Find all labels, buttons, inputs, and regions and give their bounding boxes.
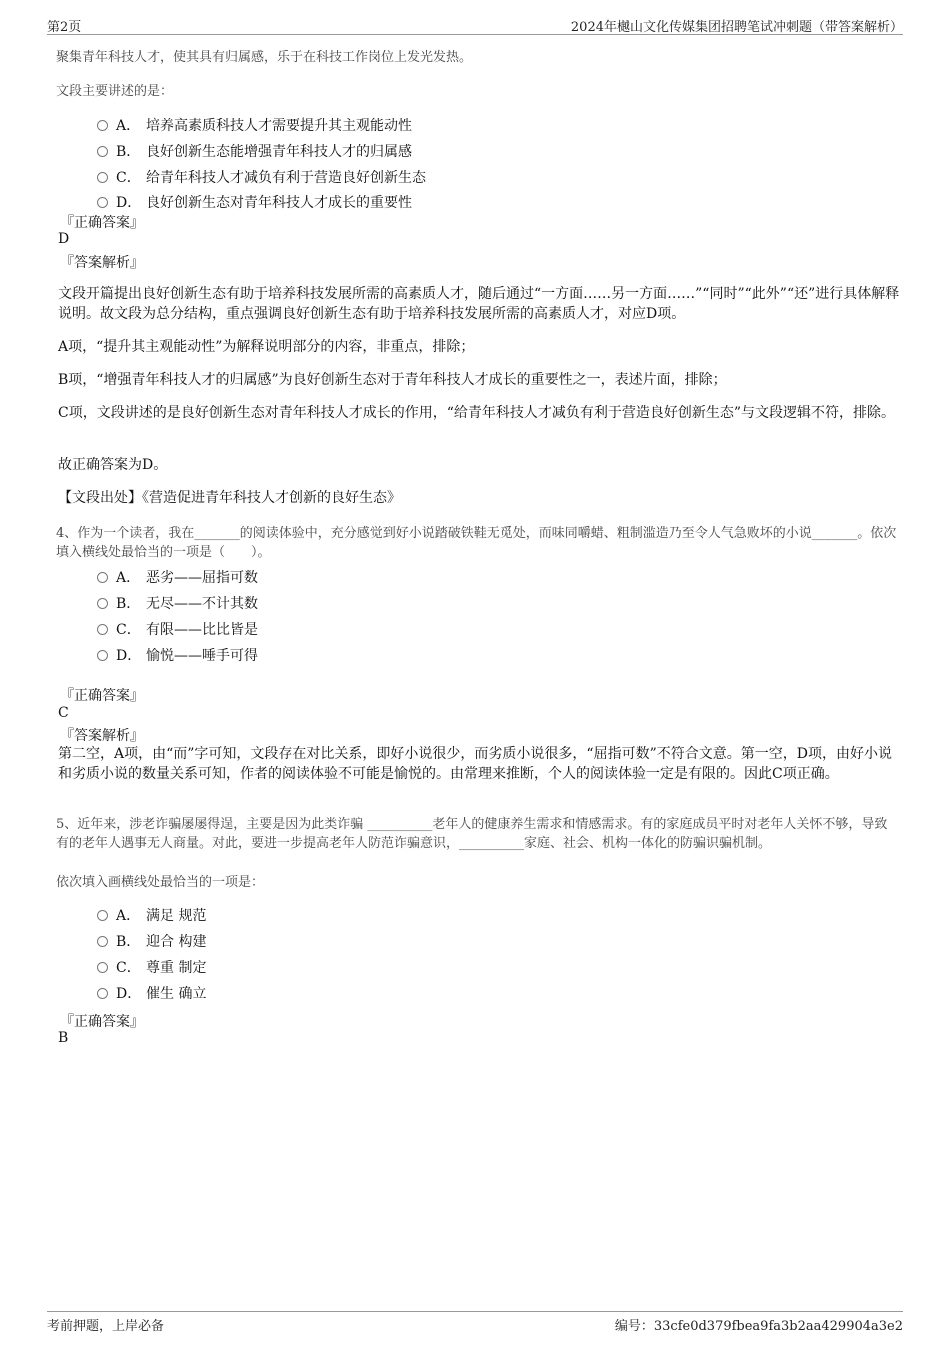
q3-analysis-paragraph: B项，“增强青年科技人才的归属感”为良好创新生态对于青年科技人才成长的重要性之一，表述片面，排除； [58,372,727,388]
radio-icon[interactable] [97,172,108,183]
radio-icon[interactable] [97,988,108,999]
q5-option-d[interactable]: D． 催生 确立 [97,983,206,1003]
q4-analysis: 第二空，A项，由“而”字可知，文段存在对比关系，即好小说很少，而劣质小说很多，“屈指可数”不符合文意。第一空，D项，由好小说和劣质小说的数量关系可知，作者的阅读体验不可能是愉悦的。由常理来推断，个人的阅读体验一定是有限的。因此C项正确。 [58,746,892,782]
q3-option-c[interactable]: C． 给青年科技人才减负有利于营造良好创新生态 [97,167,426,187]
q3-answer: D [58,231,70,247]
q3-prompt: 文段主要讲述的是： [56,84,174,99]
q3-analysis-paragraph: C项，文段讲述的是良好创新生态对青年科技人才成长的作用，“给青年科技人才减负有利于营造良好创新生态”与文段逻辑不符，排除。 [58,405,896,421]
q4-option-d[interactable]: D． 愉悦——唾手可得 [97,645,258,665]
q5-stem: 5、近年来，涉老诈骗屡屡得逞，主要是因为此类诈骗 __________老年人的健康养生需求和情感需求。有的家庭成员平时对老年人关怀不够，导致有的老年人遇事无人商量。对此，要进一步提高老年人防范诈骗意识，__________家庭、社会、机构一体化的防骗识骗机制。 [56,817,888,851]
q5-option-b[interactable]: B． 迎合 构建 [97,931,206,951]
document-id: 编号：33cfe0d379fbea9fa3b2aa429904a3e2 [614,1319,903,1334]
footer-slogan: 考前押题，上岸必备 [47,1319,165,1334]
q3-option-b[interactable]: B． 良好创新生态能增强青年科技人才的归属感 [97,141,412,161]
q4-option-b[interactable]: B． 无尽——不计其数 [97,593,258,613]
document-title: 2024年樾山文化传媒集团招聘笔试冲刺题（带答案解析） [570,20,903,35]
q4-option-c[interactable]: C． 有限——比比皆是 [97,619,258,639]
q3-analysis-paragraph: A项，“提升其主观能动性”为解释说明部分的内容，非重点，排除； [58,339,475,355]
radio-icon[interactable] [97,936,108,947]
radio-icon[interactable] [97,650,108,661]
radio-icon[interactable] [97,962,108,973]
q3-answer-label: 『正确答案』 [60,215,144,231]
q4-stem: 4、作为一个读者，我在_______的阅读体验中，充分感觉到好小说踏破铁鞋无觅处，而味同嚼蜡、粗制滥造乃至令人气急败坏的小说_______。依次填入横线处最恰当的一项是（ ）。 [56,526,897,560]
radio-icon[interactable] [97,197,108,208]
q4-analysis-label: 『答案解析』 [60,728,144,744]
radio-icon[interactable] [97,598,108,609]
q4-answer-label: 『正确答案』 [60,688,144,704]
q5-option-a[interactable]: A． 满足 规范 [97,905,206,925]
q3-analysis-paragraph: 文段开篇提出良好创新生态有助于培养科技发展所需的高素质人才，随后通过“一方面……另一方面……”“同时”“此外”“还”进行具体解释说明。故文段为总分结构，重点强调良好创新生态有助于培养科技发展所需的高素质人才，对应D项。 [58,286,900,322]
q3-option-a[interactable]: A． 培养高素质科技人才需要提升其主观能动性 [97,115,412,135]
q5-answer-label: 『正确答案』 [60,1014,144,1030]
page-footer [47,1311,903,1336]
page-number: 第2页 [47,20,82,35]
q5-option-c[interactable]: C． 尊重 制定 [97,957,206,977]
radio-icon[interactable] [97,146,108,157]
q3-intro-tail: 聚集青年科技人才，使其具有归属感，乐于在科技工作岗位上发光发热。 [56,50,473,65]
q3-analysis-label: 『答案解析』 [60,255,144,271]
q4-answer: C [58,705,69,721]
radio-icon[interactable] [97,120,108,131]
radio-icon[interactable] [97,572,108,583]
page-header [47,14,903,35]
q3-analysis-paragraph: 故正确答案为D。 [58,457,168,473]
q4-option-a[interactable]: A． 恶劣——屈指可数 [97,567,258,587]
radio-icon[interactable] [97,910,108,921]
q5-prompt: 依次填入画横线处最恰当的一项是： [56,875,265,890]
q5-answer: B [58,1030,69,1046]
radio-icon[interactable] [97,624,108,635]
q3-source: 【文段出处】《营造促进青年科技人才创新的良好生态》 [58,490,401,506]
q3-option-d[interactable]: D． 良好创新生态对青年科技人才成长的重要性 [97,192,412,212]
